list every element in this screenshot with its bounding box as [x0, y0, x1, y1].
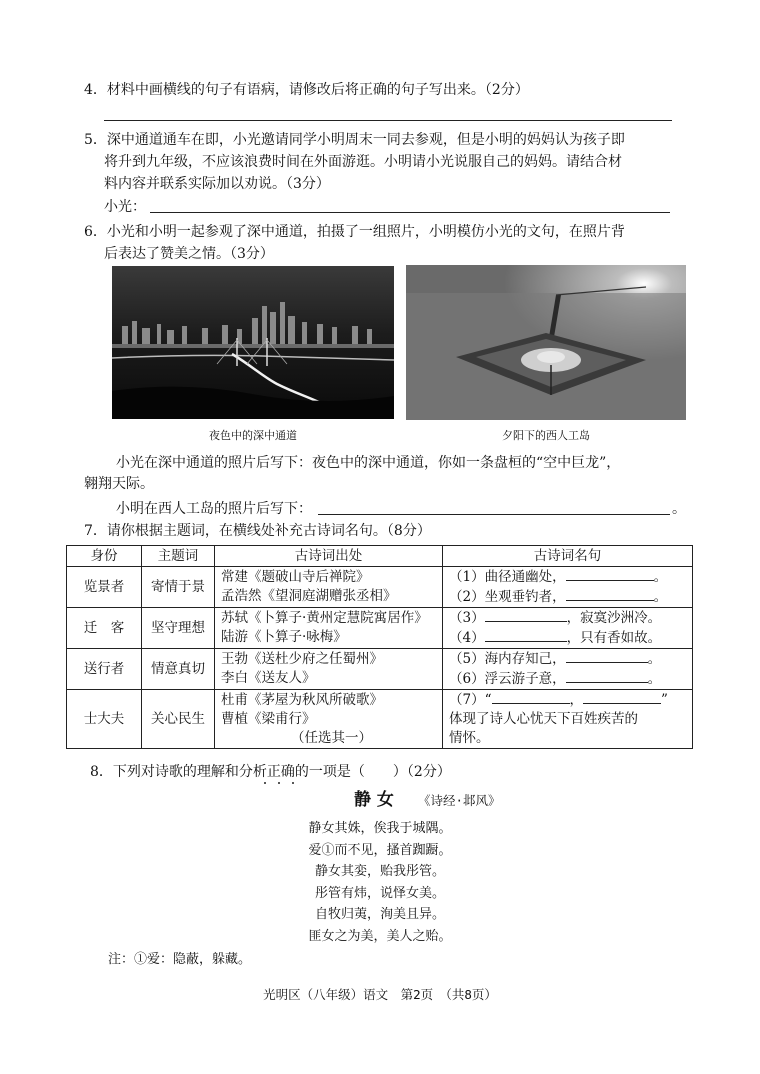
- row-sources: [215, 567, 443, 608]
- verse-line-6: [449, 669, 686, 689]
- table-row: [67, 649, 693, 690]
- verse-line-1: [449, 567, 686, 587]
- poem-source: 《诗经·邶风》: [418, 793, 501, 808]
- source-item: 苏轼《卜算子·黄州定慧院寓居作》: [221, 610, 428, 626]
- table-row: [67, 608, 693, 649]
- verse-text: ，寂寞沙洲冷。: [566, 610, 662, 626]
- row-sources: [215, 608, 443, 649]
- row-theme: 情意真切: [142, 649, 215, 690]
- table-header-row: [67, 546, 693, 567]
- source-item: 孟浩然《望洞庭湖赠张丞相》: [221, 588, 397, 604]
- source-item: 王勃《送杜少府之任蜀州》: [221, 651, 383, 667]
- q4-text: 4．材料中画横线的句子有语病，请修改后将正确的句子写出来。（2分）: [84, 82, 529, 98]
- row-identity: 士大夫: [67, 690, 142, 749]
- q5-answer-line[interactable]: [150, 212, 670, 213]
- verse-line-5: [449, 649, 686, 669]
- poem-line: 静女其娈，贻我彤管。: [314, 864, 445, 879]
- blank-input-2[interactable]: [566, 587, 654, 601]
- verse-text: （6）浮云游子意，: [449, 671, 566, 687]
- verse-line-3: [449, 608, 686, 628]
- table-row: [67, 567, 693, 608]
- verse-tail-2: 情怀。: [449, 730, 490, 746]
- photo2-caption: 夕阳下的西人工岛: [502, 429, 590, 442]
- page-footer: 光明区（八年级）语文 第2页 （共8页）: [263, 987, 497, 1002]
- q8-text: 8．下列对诗歌的理解和分析正确的一项是（ ）（2分）: [90, 764, 451, 780]
- row-lines: [443, 608, 693, 649]
- emphasis-dots: [262, 782, 302, 786]
- table-row: [67, 690, 693, 749]
- verse-line-7: [449, 690, 686, 710]
- source-item: 曹植《梁甫行》: [221, 710, 316, 727]
- blank-input-7b[interactable]: [583, 690, 661, 704]
- q6-line1: 6．小光和小明一起参观了深中通道，拍摄了一组照片，小明模仿小光的文句，在照片背: [84, 224, 625, 240]
- verse-tail-1: 体现了诗人心忧天下百姓疾苦的: [449, 711, 638, 727]
- blank-input-3[interactable]: [485, 608, 567, 622]
- verse-text: （3）: [449, 610, 485, 626]
- verse-text: （7）“: [449, 692, 492, 708]
- row-identity: 送行者: [67, 649, 142, 690]
- source-note: （任选其一）: [291, 729, 372, 746]
- source-item: 常建《题破山寺后禅院》: [221, 569, 370, 585]
- blank-input-6[interactable]: [566, 669, 648, 683]
- blank-input-5[interactable]: [566, 649, 648, 663]
- blank-input-4[interactable]: [485, 628, 567, 642]
- row-identity: 览景者: [67, 567, 142, 608]
- verse-text: （4）: [449, 630, 485, 646]
- header-theme: 主题词: [142, 546, 215, 567]
- row-theme: 寄情于景: [142, 567, 215, 608]
- row-sources: [215, 690, 443, 749]
- blank-input-1[interactable]: [566, 567, 654, 581]
- verse-text: （5）海内存知己，: [449, 651, 566, 667]
- header-lines: 古诗词名句: [443, 546, 693, 567]
- verse-line-2: [449, 587, 686, 607]
- q6-example-line1: 小光在深中通道的照片后写下：夜色中的深中通道，你如一条盘桓的“空中巨龙”，: [116, 455, 621, 471]
- q6-example-line2: 翱翔天际。: [84, 476, 154, 492]
- verse-text: 。: [647, 651, 662, 667]
- source-item: 陆游《卜算子·咏梅》: [221, 629, 347, 645]
- row-sources: [215, 649, 443, 690]
- q6-answer-line[interactable]: [318, 514, 670, 515]
- q6-prompt: 小明在西人工岛的照片后写下：: [116, 501, 312, 517]
- verse-line-4: [449, 628, 686, 648]
- poem-line: 彤管有炜，说怿女美。: [314, 886, 445, 901]
- header-identity: 身份: [67, 546, 142, 567]
- poem-line: 爱①而不见，搔首踟蹰。: [308, 843, 452, 858]
- poem-line: 自牧归荑，洵美且异。: [314, 907, 445, 922]
- verse-text: 。: [653, 569, 668, 585]
- row-theme: 坚守理想: [142, 608, 215, 649]
- verse-text: 。: [653, 589, 668, 605]
- row-lines: [443, 567, 693, 608]
- q4-answer-line[interactable]: [104, 120, 672, 121]
- poem-table: [66, 545, 693, 749]
- island-sunset-photo: [406, 265, 686, 420]
- blank-input-7a[interactable]: [492, 690, 570, 704]
- source-item: 杜甫《茅屋为秋风所破歌》: [221, 691, 383, 708]
- q6-end-mark: 。: [672, 501, 686, 517]
- verse-text: 。: [647, 671, 662, 687]
- header-source: 古诗词出处: [215, 546, 443, 567]
- verse-text: ”: [661, 692, 668, 708]
- verse-text: ，: [569, 692, 583, 708]
- q5-line2: 将升到九年级，不应该浪费时间在外面游逛。小明请小光说服自己的妈妈。请结合材: [104, 154, 622, 170]
- source-item: 李白《送友人》: [221, 670, 316, 686]
- night-bridge-photo: [112, 266, 394, 419]
- poem-line: 匪女之为美，美人之贻。: [308, 929, 452, 944]
- q6-line2: 后表达了赞美之情。（3分）: [104, 246, 274, 262]
- verse-text: ，只有香如故。: [566, 630, 662, 646]
- q5-line1: 5．深中通道通车在即，小光邀请同学小明周末一同去参观，但是小明的妈妈认为孩子即: [84, 132, 625, 148]
- q7-text: 7．请你根据主题词，在横线处补充古诗词名句。（8分）: [84, 523, 431, 539]
- poem-line: 静女其姝，俟我于城隅。: [308, 821, 452, 836]
- row-lines: [443, 649, 693, 690]
- q5-answer-label: 小光：: [104, 199, 146, 215]
- poem-title: 静 女: [354, 790, 394, 810]
- verse-text: （2）坐观垂钓者，: [449, 589, 566, 605]
- poem-note: 注：①爱：隐蔽，躲藏。: [108, 952, 252, 967]
- row-lines: [443, 690, 693, 749]
- verse-text: （1）曲径通幽处，: [449, 569, 566, 585]
- q5-line3: 料内容并联系实际加以劝说。（3分）: [104, 176, 330, 192]
- photo1-caption: 夜色中的深中通道: [209, 429, 297, 442]
- row-theme: 关心民生: [142, 690, 215, 749]
- row-identity: 迁 客: [67, 608, 142, 649]
